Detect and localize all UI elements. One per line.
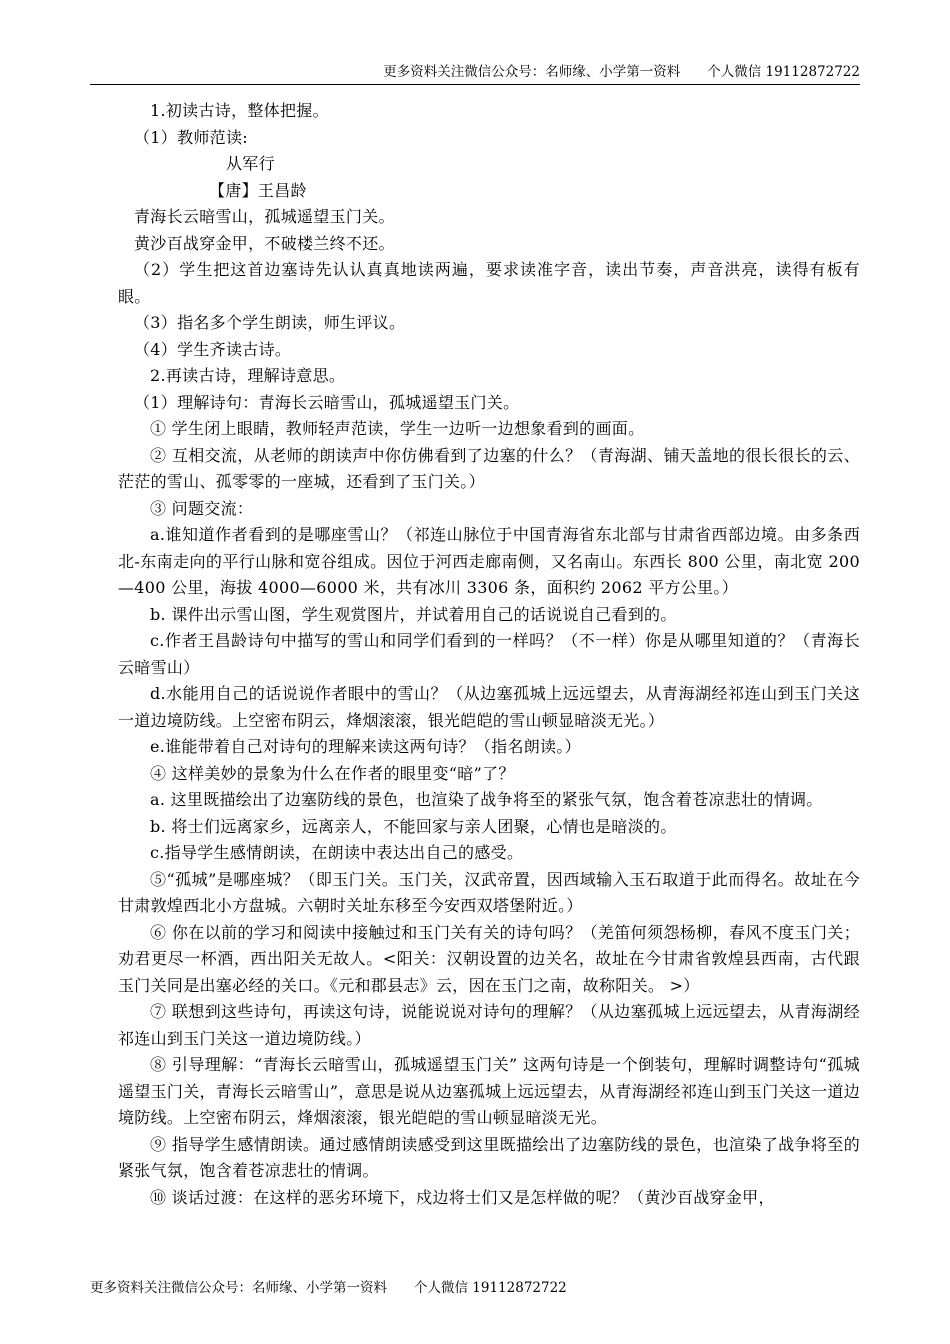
paragraph: b. 将士们远离家乡，远离亲人，不能回家与亲人团聚，心情也是暗淡的。 bbox=[150, 816, 677, 836]
paragraph: 1.初读古诗，整体把握。 bbox=[150, 101, 329, 120]
page-footer: 更多资料关注微信公众号：名师缘、小学第一资料 个人微信 19112872722 bbox=[90, 1280, 567, 1296]
paragraph: （3）指名多个学生朗读，师生评议。 bbox=[134, 313, 406, 332]
paragraph: ⑧ 引导理解：“青海长云暗雪山，孤城遥望玉门关” 这两句诗是一个倒装句，理解时调整诗句“孤城遥望玉门关，青海长云暗雪山”，意思是说从边塞孤城上远远望去，从青海湖经祁连山到玉门关这一道边境防线。上空密布阴云，烽烟滚滚，银光皑皑的雪山顿显暗淡无光。 bbox=[118, 1055, 860, 1127]
paragraph: （4）学生齐读古诗。 bbox=[134, 339, 292, 359]
paragraph: ③ 问题交流： bbox=[150, 498, 254, 518]
poem-line: 青海长云暗雪山，孤城遥望玉门关。 bbox=[134, 207, 395, 226]
paragraph: ⑥ 你在以前的学习和阅读中接触过和玉门关有关的诗句吗？（羌笛何须怨杨柳，春风不度玉门关；劝君更尽一杯酒，西出阳关无故人。<阳关：汉朝设置的边关名，故址在今甘肃省敦煌县西南，古代跟玉门关同是出塞必经的关口。《元和郡县志》云，因在玉门之南，故称阳关。 >） bbox=[118, 922, 860, 995]
page-header: 更多资料关注微信公众号：名师缘、小学第一资料 个人微信 19112872722 bbox=[90, 60, 860, 85]
paragraph: 2.再读古诗，理解诗意思。 bbox=[150, 366, 346, 385]
paragraph: （2）学生把这首边塞诗先认认真真地读两遍，要求读准字音，读出节奏，声音洪亮，读得有板有眼。 bbox=[118, 260, 860, 306]
paragraph: ⑩ 谈话过渡：在这样的恶劣环境下，戍边将士们又是怎样做的呢？（黄沙百战穿金甲， bbox=[150, 1187, 775, 1207]
poem-title: 从军行 bbox=[226, 154, 275, 173]
poem-author: 【唐】王昌龄 bbox=[209, 180, 307, 200]
paragraph: ① 学生闭上眼睛，教师轻声范读，学生一边听一边想象看到的画面。 bbox=[150, 419, 645, 438]
paragraph: ⑨ 指导学生感情朗读。通过感情朗读感受到这里既描绘出了边塞防线的景色，也渲染了战争将至的紧张气氛，饱含着苍凉悲壮的情调。 bbox=[118, 1134, 860, 1180]
paragraph: ② 互相交流，从老师的朗读声中你仿佛看到了边塞的什么？（青海湖、铺天盖地的很长很长的云、茫茫的雪山、孤零零的一座城，还看到了玉门关。） bbox=[118, 445, 860, 491]
paragraph: a. 这里既描绘出了边塞防线的景色，也渲染了战争将至的紧张气氛，饱含着苍凉悲壮的情调。 bbox=[150, 790, 823, 809]
document-body bbox=[118, 98, 860, 1211]
paragraph: ⑤“孤城”是哪座城？（即玉门关。玉门关，汉武帝置，因西域输入玉石取道于此而得名。故址在今甘肃敦煌西北小方盘城。六朝时关址东移至今安西双塔堡附近。） bbox=[118, 869, 860, 915]
paragraph: e.谁能带着自己对诗句的理解来读这两句诗？（指名朗读。） bbox=[150, 737, 581, 756]
paragraph: a.谁知道作者看到的是哪座雪山？（祁连山脉位于中国青海省东北部与甘肃省西部边境。由多条西北-东南走向的平行山脉和宽谷组成。因位于河西走廊南侧，又名南山。东西长 800 公里，南北宽 200—400 公里，海拔 4000—6000 米，共有冰川 3306 条，面积约 2062 平方公里。） bbox=[118, 525, 860, 597]
paragraph: ④ 这样美妙的景象为什么在作者的眼里变“暗”了？ bbox=[150, 763, 515, 783]
paragraph: （1）理解诗句：青海长云暗雪山，孤城遥望玉门关。 bbox=[134, 392, 520, 412]
poem-line: 黄沙百战穿金甲，不破楼兰终不还。 bbox=[134, 233, 395, 253]
paragraph: c.指导学生感情朗读，在朗读中表达出自己的感受。 bbox=[150, 843, 524, 862]
paragraph: c.作者王昌龄诗句中描写的雪山和同学们看到的一样吗？（不一样）你是从哪里知道的？（青海长云暗雪山） bbox=[118, 631, 860, 677]
paragraph: ⑦ 联想到这些诗句，再读这句诗，说能说说对诗句的理解？（从边塞孤城上远远望去，从青海湖经祁连山到玉门关这一道边境防线。） bbox=[118, 1002, 860, 1048]
paragraph: b. 课件出示雪山图，学生观赏图片，并试着用自己的话说说自己看到的。 bbox=[150, 604, 677, 624]
paragraph: d.水能用自己的话说说作者眼中的雪山？（从边塞孤城上远远望去，从青海湖经祁连山到玉门关这一道边境防线。上空密布阴云，烽烟滚滚，银光皑皑的雪山顿显暗淡无光。） bbox=[118, 684, 860, 730]
paragraph: （1）教师范读: bbox=[134, 127, 248, 147]
